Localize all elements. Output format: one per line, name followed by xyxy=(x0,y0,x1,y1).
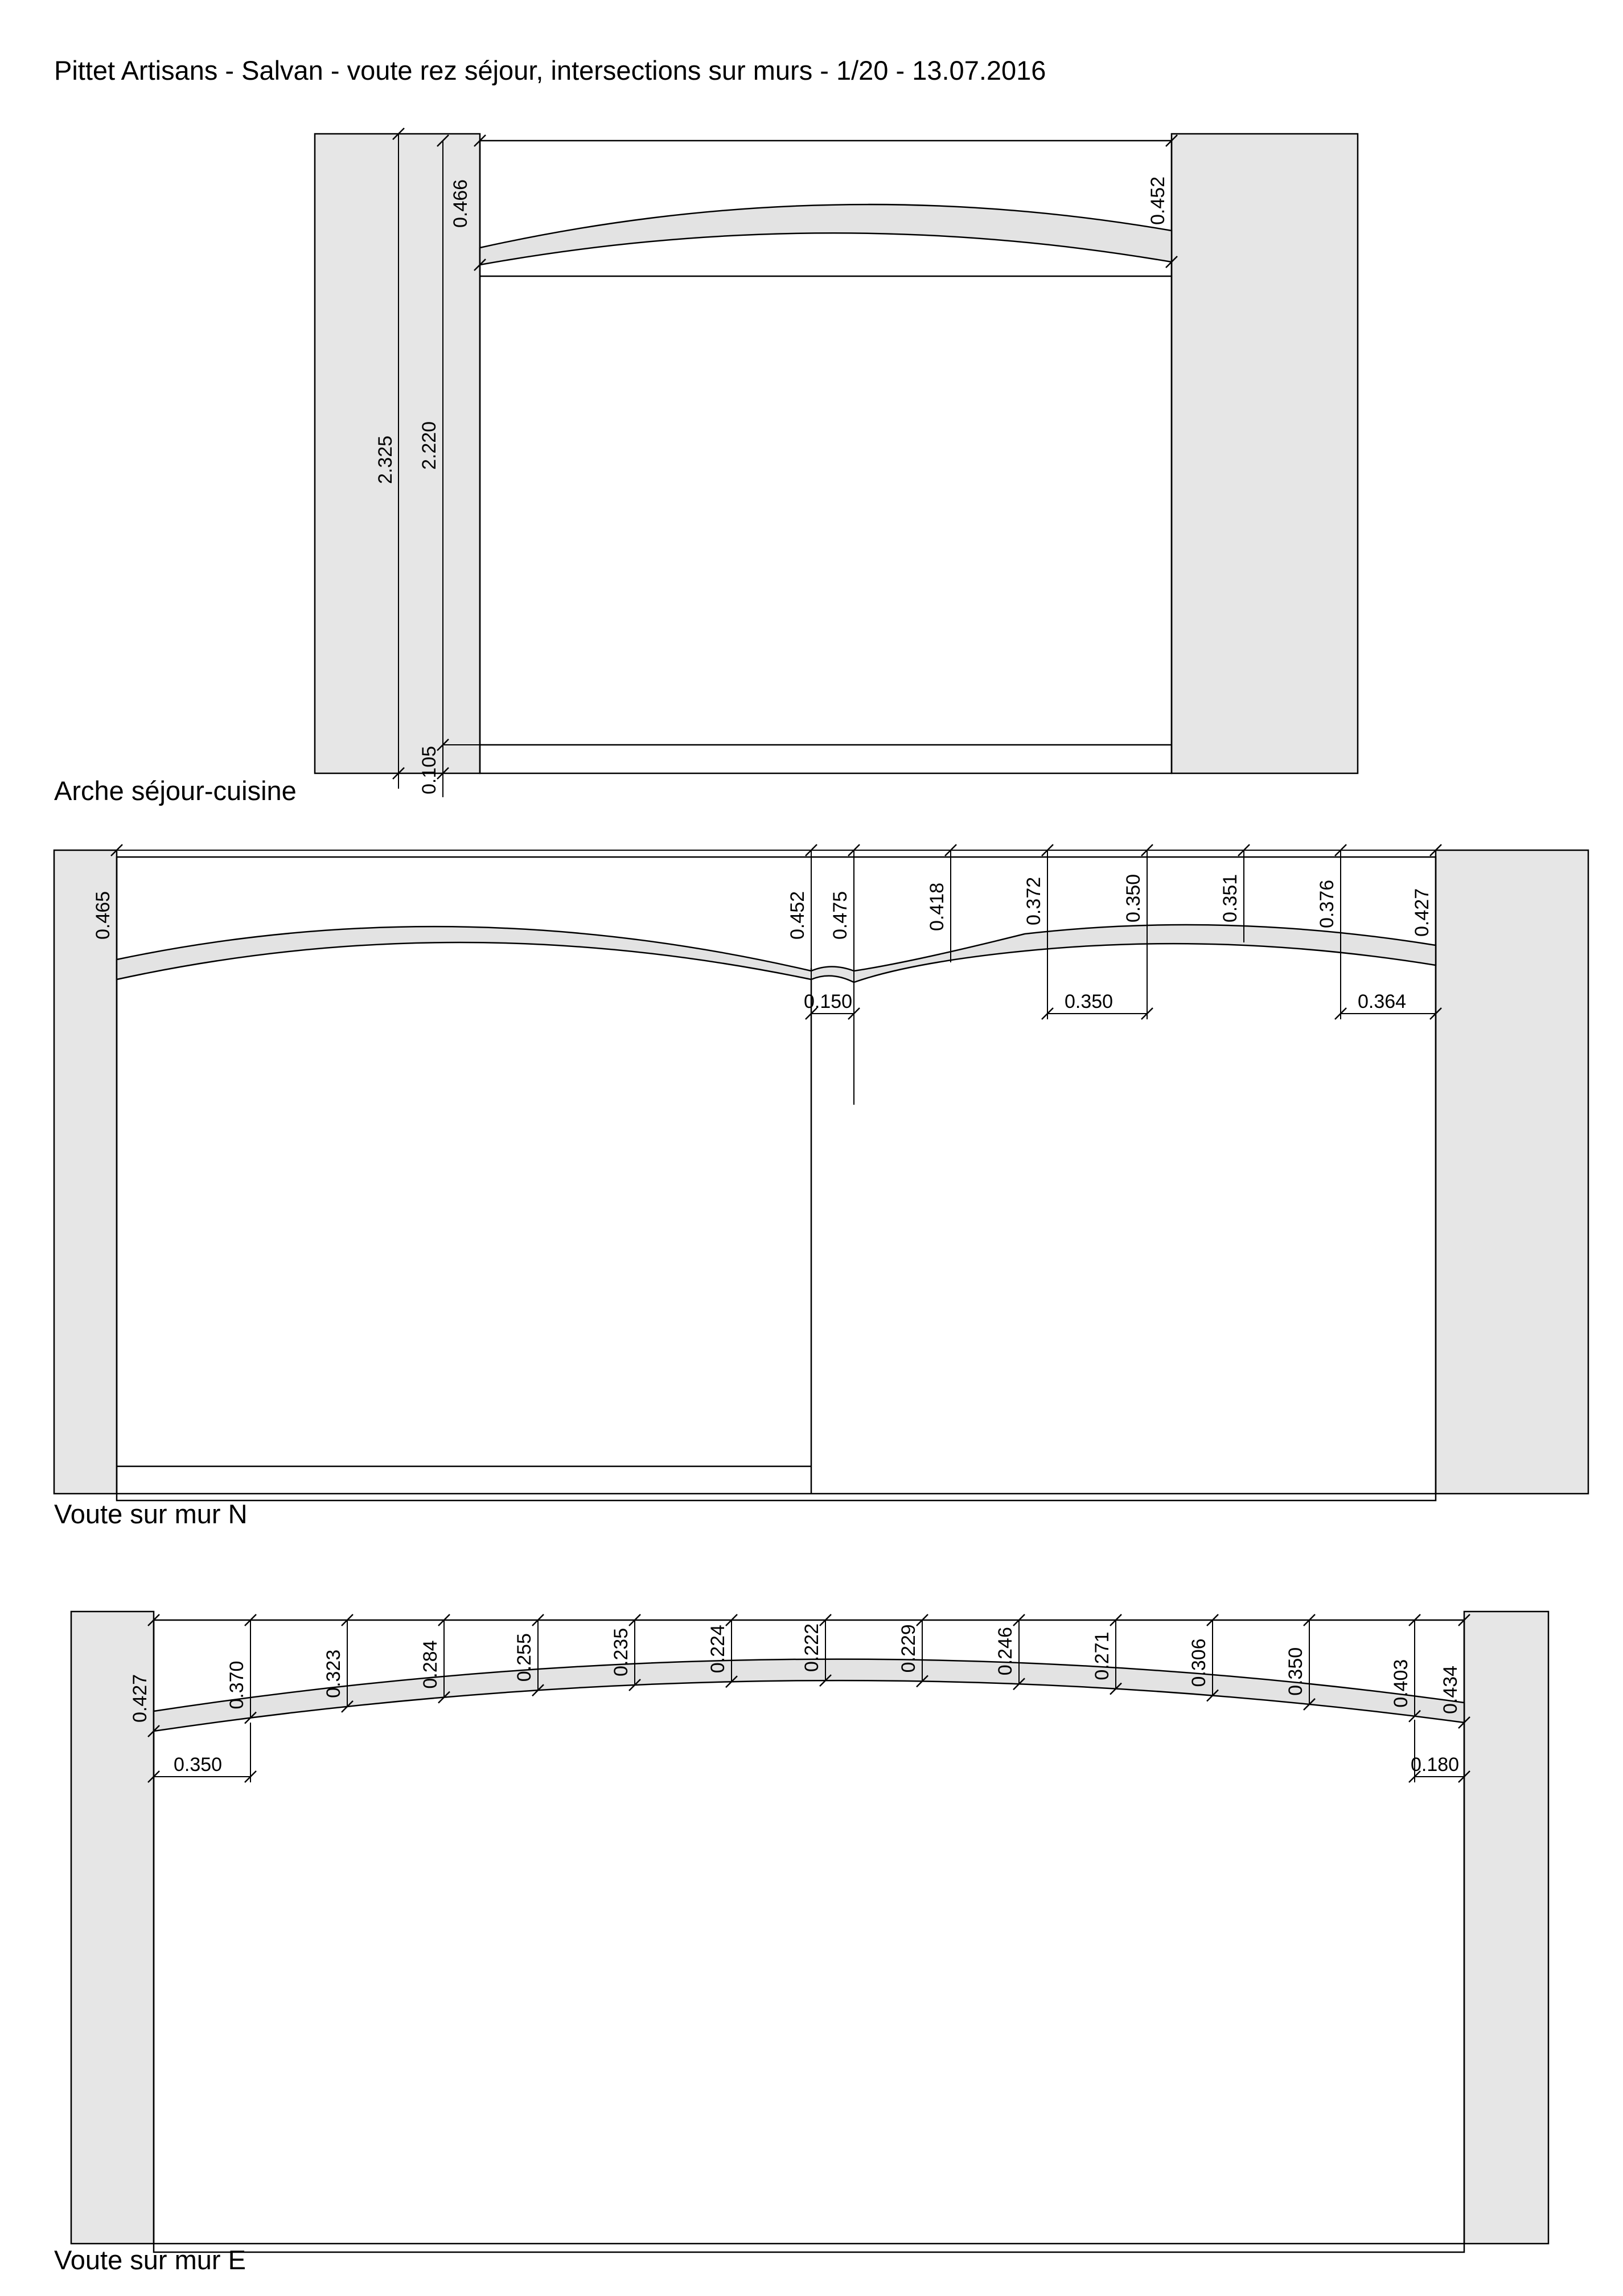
dim-label: 0.150 xyxy=(804,991,853,1012)
dim-label: 0.350 xyxy=(1065,991,1113,1012)
dim-label: 0.306 xyxy=(1188,1638,1210,1687)
view-caption: Voute sur mur N xyxy=(54,1499,248,1529)
dim-label: 0.180 xyxy=(1411,1754,1460,1776)
dim-label: 0.255 xyxy=(513,1633,535,1682)
dim-label: 0.466 xyxy=(450,179,471,228)
wall-outline xyxy=(117,857,1436,1500)
wall-right xyxy=(1436,850,1588,1494)
dim-label: 0.403 xyxy=(1390,1659,1412,1708)
dim-label: 2.325 xyxy=(375,435,396,484)
dim-label: 0.271 xyxy=(1091,1631,1113,1680)
dim-label: 0.427 xyxy=(1411,888,1433,937)
dim-label: 0.224 xyxy=(707,1625,729,1674)
dim-label: 0.351 xyxy=(1219,874,1241,922)
vault-band xyxy=(480,204,1172,265)
dim-label: 0.350 xyxy=(1123,874,1144,922)
wall-right xyxy=(1172,134,1358,773)
wall-outline xyxy=(154,1620,1464,2252)
dim-label: 2.220 xyxy=(418,421,440,470)
view-voute-mur-n xyxy=(54,844,1588,1529)
view-caption: Voute sur mur E xyxy=(54,2245,246,2275)
dim-label: 0.465 xyxy=(92,891,114,940)
dim-label: 0.235 xyxy=(610,1627,632,1676)
dim-label: 0.364 xyxy=(1358,991,1407,1012)
wall-left xyxy=(315,134,480,773)
hdim-ticks xyxy=(148,1771,1470,1782)
sheet-title: Pittet Artisans - Salvan - voute rez séjour, intersections sur murs - 1/20 - 13.07.2016 xyxy=(54,55,1046,85)
view-arche-sejour-cuisine xyxy=(54,128,1358,806)
dim-label: 0.350 xyxy=(174,1754,223,1776)
dim-label: 0.105 xyxy=(418,745,440,794)
dim-label: 0.475 xyxy=(829,891,851,940)
dim-label: 0.246 xyxy=(995,1627,1016,1676)
dim-label: 0.350 xyxy=(1285,1647,1306,1696)
dim-label: 0.452 xyxy=(787,891,808,940)
dim-label: 0.434 xyxy=(1440,1665,1461,1714)
view-voute-mur-e xyxy=(54,1612,1548,2275)
wall-left xyxy=(54,850,117,1494)
dim-label: 0.284 xyxy=(420,1640,441,1689)
dim-label: 0.372 xyxy=(1023,876,1045,925)
vault-band xyxy=(117,925,1436,982)
dim-label: 0.323 xyxy=(323,1649,344,1698)
dim-label: 0.452 xyxy=(1147,176,1169,225)
view-caption: Arche séjour-cuisine xyxy=(54,776,297,806)
dim-label: 0.418 xyxy=(926,882,948,931)
dim-label: 0.370 xyxy=(226,1660,248,1709)
dim-label: 0.376 xyxy=(1316,879,1338,928)
dim-label: 0.222 xyxy=(801,1623,823,1672)
dim-label: 0.229 xyxy=(898,1624,919,1673)
dim-label: 0.427 xyxy=(129,1674,151,1723)
wall-right xyxy=(1464,1612,1548,2244)
